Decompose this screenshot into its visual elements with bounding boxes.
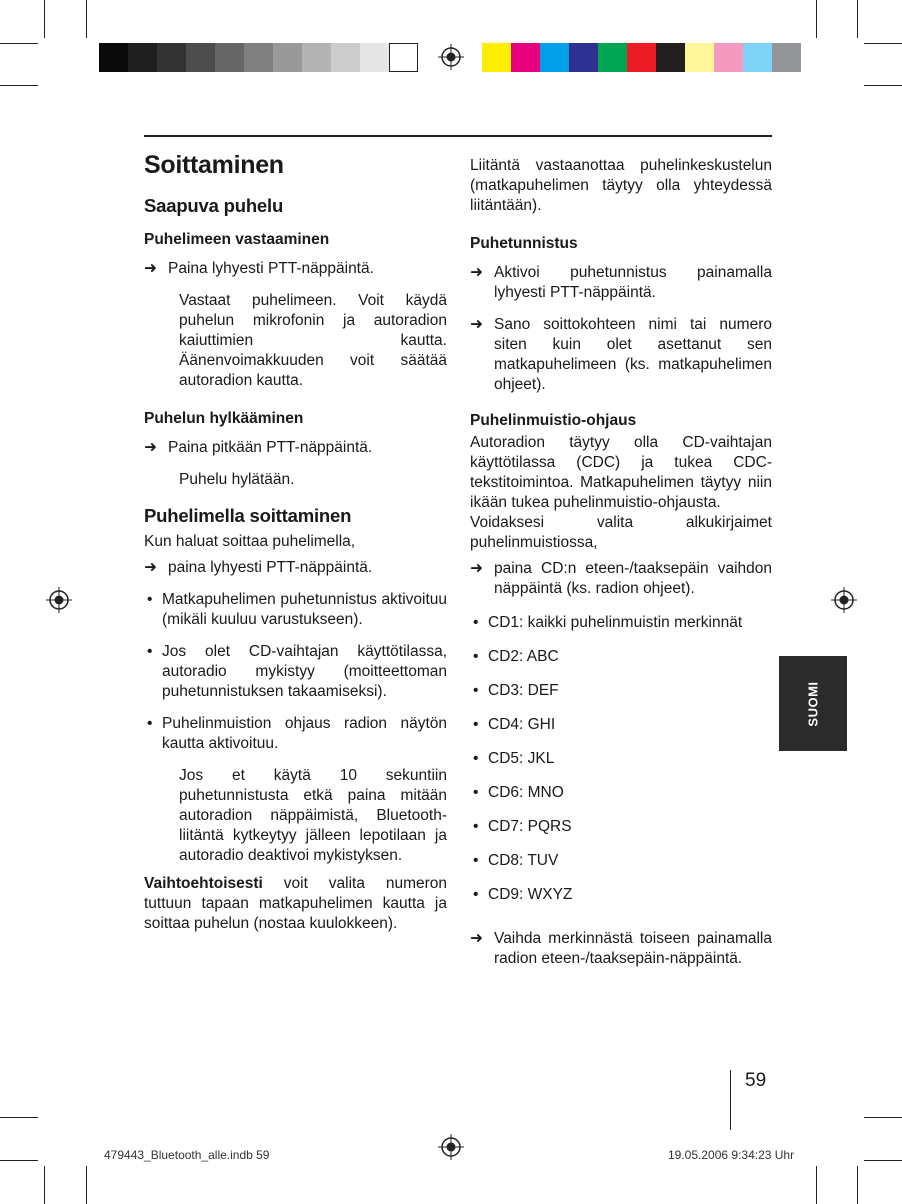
crop-mark	[864, 1117, 902, 1118]
registration-mark-icon	[46, 587, 72, 613]
subsection-heading: Puhelimeen vastaaminen	[144, 231, 330, 248]
crop-mark	[0, 1117, 38, 1118]
note-text: Jos et käytä 10 sekuntiin puhetunnistusta etkä paina mitään autoradion näppäimistä, Bluetooth-liitäntä kytkeytyy jälleen lepotilaan ja autoradio deaktivoi mykistyksen.	[179, 767, 447, 864]
body-text: Autoradion täytyy olla CD-vaihtajan käyttötilassa (CDC) ja tukea CDC-tekstitoimintoa. Matkapuhelimen täytyy niin ikään tukea puhelinmuistio-ohjausta.	[470, 434, 772, 511]
section-heading: Saapuva puhelu	[144, 195, 284, 216]
registration-mark-icon	[831, 587, 857, 613]
crop-mark	[864, 1160, 902, 1161]
section-heading: Puhelimella soittaminen	[144, 505, 352, 526]
list-item: • CD2: ABC	[473, 648, 559, 665]
list-item: • Jos olet CD-vaihtajan käyttötilassa, autoradio mykistyy (moitteettoman puhetunnistuksen takaamiseksi).	[147, 643, 447, 700]
color-swatch	[772, 43, 801, 72]
list-item: • Puhelinmuistion ohjaus radion näytön kautta aktivoituu.	[147, 715, 447, 752]
list-item: • Matkapuhelimen puhetunnistus aktivoituu (mikäli kuuluu varustukseen).	[147, 591, 447, 628]
color-swatch	[244, 43, 273, 72]
list-item: • CD1: kaikki puhelinmuistin merkinnät	[473, 614, 743, 631]
subsection-heading: Puhelun hylkääminen	[144, 410, 304, 427]
color-swatch	[215, 43, 244, 72]
list-item: • CD3: DEF	[473, 682, 559, 699]
arrow-icon: ➜	[470, 264, 483, 281]
instruction-step: ➜ paina lyhyesti PTT-näppäintä.	[144, 559, 373, 576]
instruction-step: ➜ Aktivoi puhetunnistus painamalla lyhyesti PTT-näppäintä.	[470, 264, 772, 301]
arrow-icon: ➜	[470, 560, 483, 577]
footer-timestamp: 19.05.2006 9:34:23 Uhr	[668, 1148, 795, 1162]
list-item: • CD7: PQRS	[473, 818, 572, 835]
list-item: • CD6: MNO	[473, 784, 564, 801]
crop-mark	[86, 0, 87, 38]
arrow-icon: ➜	[144, 559, 157, 576]
color-swatch	[128, 43, 157, 72]
color-swatch	[569, 43, 598, 72]
list-item: • CD8: TUV	[473, 852, 559, 869]
crop-mark	[864, 85, 902, 86]
crop-mark	[857, 0, 858, 38]
left-column	[144, 150, 447, 934]
color-swatch	[685, 43, 714, 72]
crop-mark	[816, 0, 817, 38]
page-number: 59	[745, 1070, 767, 1091]
color-swatch	[157, 43, 186, 72]
color-swatch	[714, 43, 743, 72]
top-rule	[144, 135, 772, 137]
page-number-divider	[730, 1070, 731, 1130]
color-swatch	[743, 43, 772, 72]
instruction-step: ➜ Sano soittokohteen nimi tai numero siten kuin olet asettanut sen matkapuhelimeen (ks. matkapuhelimen ohjeet).	[470, 316, 772, 393]
color-swatch	[656, 43, 685, 72]
intro-text: Kun haluat soittaa puhelimella,	[144, 533, 356, 550]
alternative-text: Vaihtoehtoisesti voit valita numeron tuttuun tapaan matkapuhelimen kautta ja soittaa puhelun (nostaa kuulokkeen).	[144, 875, 448, 932]
color-swatch	[511, 43, 540, 72]
instruction-step: ➜ Paina lyhyesti PTT-näppäintä.	[144, 260, 374, 277]
right-column	[470, 156, 772, 969]
registration-mark-icon	[438, 1134, 464, 1160]
list-item: • CD4: GHI	[473, 716, 556, 733]
arrow-icon: ➜	[144, 260, 157, 277]
list-item: • CD9: WXYZ	[473, 886, 573, 903]
cd-letter-list	[470, 613, 772, 905]
crop-mark	[86, 1166, 87, 1204]
color-swatch	[186, 43, 215, 72]
page-title: Soittaminen	[144, 151, 284, 179]
result-text: Vastaat puhelimeen. Voit käydä puhelun mikrofonin ja autoradion kaiuttimien kautta. Äänenvoimakkuuden voit säätää autoradion kautta.	[179, 292, 447, 389]
color-swatch	[627, 43, 656, 72]
instruction-step: ➜ Vaihda merkinnästä toiseen painamalla radion eteen-/taaksepäin-näppäintä.	[470, 930, 772, 967]
crop-mark	[0, 1160, 38, 1161]
color-swatch	[302, 43, 331, 72]
crop-mark	[864, 43, 902, 44]
subsection-heading: Puhetunnistus	[470, 235, 578, 252]
color-swatch	[360, 43, 389, 72]
result-text: Puhelu hylätään.	[179, 471, 295, 488]
registration-mark-icon	[438, 44, 464, 70]
color-swatch	[273, 43, 302, 72]
arrow-icon: ➜	[470, 930, 483, 947]
crop-mark	[0, 43, 38, 44]
crop-mark	[0, 85, 38, 86]
crop-mark	[816, 1166, 817, 1204]
color-swatch	[482, 43, 511, 72]
crop-mark	[44, 1166, 45, 1204]
instruction-step: ➜ paina CD:n eteen-/taaksepäin vaihdon näppäintä (ks. radion ohjeet).	[470, 560, 772, 597]
crop-mark	[44, 0, 45, 38]
body-text: Voidaksesi valita alkukirjaimet puhelinmuistiossa,	[470, 514, 772, 551]
crop-mark	[857, 1166, 858, 1204]
color-swatch	[540, 43, 569, 72]
subsection-heading: Puhelinmuistio-ohjaus	[470, 412, 637, 429]
list-item: • CD5: JKL	[473, 750, 555, 767]
color-swatch	[99, 43, 128, 72]
instruction-step: ➜ Paina pitkään PTT-näppäintä.	[144, 439, 373, 456]
color-swatch	[389, 43, 418, 72]
color-swatch	[598, 43, 627, 72]
arrow-icon: ➜	[470, 316, 483, 333]
footer-file-info: 479443_Bluetooth_alle.indb 59	[104, 1148, 270, 1162]
arrow-icon: ➜	[144, 439, 157, 456]
color-swatch	[331, 43, 360, 72]
language-tab: SUOMI	[779, 656, 847, 751]
intro-text: Liitäntä vastaanottaa puhelinkeskustelun (matkapuhelimen täytyy olla yhteydessä liitäntään).	[470, 157, 772, 214]
